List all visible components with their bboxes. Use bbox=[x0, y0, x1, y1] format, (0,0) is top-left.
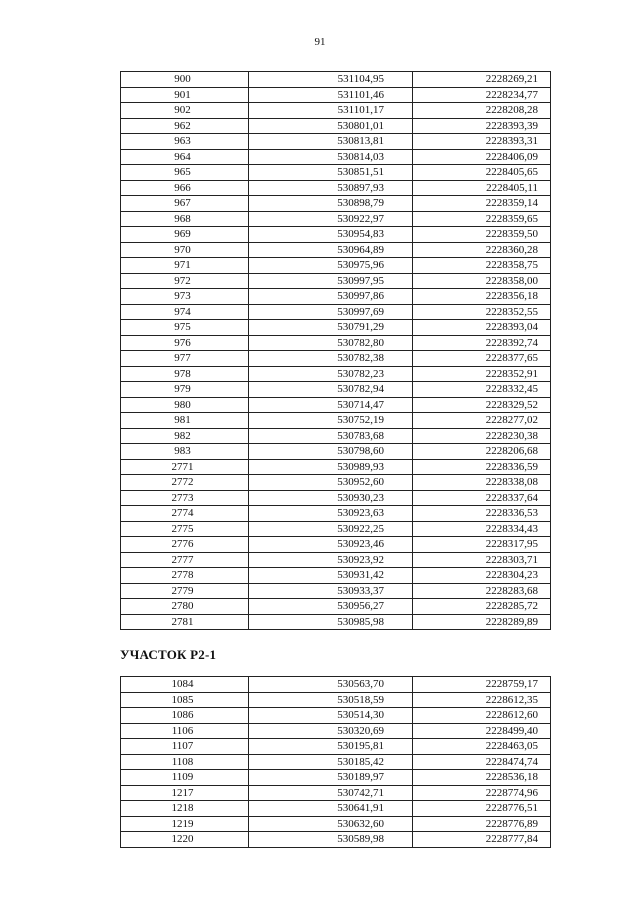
table-row bbox=[121, 537, 551, 553]
y-coordinate-cell: 2228283,68 bbox=[413, 583, 551, 599]
x-coordinate-cell: 530985,98 bbox=[249, 614, 413, 630]
table-row bbox=[121, 87, 551, 103]
table-row bbox=[121, 677, 551, 693]
y-coordinate-cell: 2228269,21 bbox=[413, 72, 551, 88]
x-coordinate-cell: 530813,81 bbox=[249, 134, 413, 150]
y-coordinate-cell: 2228612,35 bbox=[413, 692, 551, 708]
x-coordinate-cell: 530851,51 bbox=[249, 165, 413, 181]
y-coordinate-cell: 2228352,91 bbox=[413, 366, 551, 382]
y-coordinate-cell: 2228474,74 bbox=[413, 754, 551, 770]
x-coordinate-cell: 530997,95 bbox=[249, 273, 413, 289]
x-coordinate-cell: 530782,38 bbox=[249, 351, 413, 367]
point-number-cell: 1220 bbox=[121, 832, 249, 848]
y-coordinate-cell: 2228208,28 bbox=[413, 103, 551, 119]
point-number-cell: 2781 bbox=[121, 614, 249, 630]
point-number-cell: 981 bbox=[121, 413, 249, 429]
table-row bbox=[121, 335, 551, 351]
x-coordinate-cell: 530742,71 bbox=[249, 785, 413, 801]
table-row bbox=[121, 304, 551, 320]
table-row bbox=[121, 708, 551, 724]
point-number-cell: 971 bbox=[121, 258, 249, 274]
y-coordinate-cell: 2228536,18 bbox=[413, 770, 551, 786]
point-number-cell: 2779 bbox=[121, 583, 249, 599]
point-number-cell: 1106 bbox=[121, 723, 249, 739]
y-coordinate-cell: 2228303,71 bbox=[413, 552, 551, 568]
point-number-cell: 1109 bbox=[121, 770, 249, 786]
point-number-cell: 980 bbox=[121, 397, 249, 413]
y-coordinate-cell: 2228406,09 bbox=[413, 149, 551, 165]
x-coordinate-cell: 530930,23 bbox=[249, 490, 413, 506]
x-coordinate-cell: 530923,46 bbox=[249, 537, 413, 553]
x-coordinate-cell: 530320,69 bbox=[249, 723, 413, 739]
x-coordinate-cell: 530997,69 bbox=[249, 304, 413, 320]
point-number-cell: 972 bbox=[121, 273, 249, 289]
table-row bbox=[121, 258, 551, 274]
y-coordinate-cell: 2228234,77 bbox=[413, 87, 551, 103]
y-coordinate-cell: 2228776,51 bbox=[413, 801, 551, 817]
x-coordinate-cell: 530898,79 bbox=[249, 196, 413, 212]
point-number-cell: 1084 bbox=[121, 677, 249, 693]
y-coordinate-cell: 2228359,50 bbox=[413, 227, 551, 243]
point-number-cell: 2780 bbox=[121, 599, 249, 615]
point-number-cell: 902 bbox=[121, 103, 249, 119]
point-number-cell: 1218 bbox=[121, 801, 249, 817]
x-coordinate-cell: 530195,81 bbox=[249, 739, 413, 755]
point-number-cell: 974 bbox=[121, 304, 249, 320]
point-number-cell: 965 bbox=[121, 165, 249, 181]
table-row bbox=[121, 816, 551, 832]
y-coordinate-cell: 2228774,96 bbox=[413, 785, 551, 801]
table-row bbox=[121, 382, 551, 398]
table-row bbox=[121, 490, 551, 506]
y-coordinate-cell: 2228612,60 bbox=[413, 708, 551, 724]
x-coordinate-cell: 530563,70 bbox=[249, 677, 413, 693]
table-row bbox=[121, 614, 551, 630]
y-coordinate-cell: 2228285,72 bbox=[413, 599, 551, 615]
point-number-cell: 982 bbox=[121, 428, 249, 444]
point-number-cell: 901 bbox=[121, 87, 249, 103]
point-number-cell: 1108 bbox=[121, 754, 249, 770]
point-number-cell: 983 bbox=[121, 444, 249, 460]
table-row bbox=[121, 428, 551, 444]
x-coordinate-cell: 530954,83 bbox=[249, 227, 413, 243]
point-number-cell: 900 bbox=[121, 72, 249, 88]
x-coordinate-cell: 530952,60 bbox=[249, 475, 413, 491]
y-coordinate-cell: 2228317,95 bbox=[413, 537, 551, 553]
point-number-cell: 975 bbox=[121, 320, 249, 336]
y-coordinate-cell: 2228463,05 bbox=[413, 739, 551, 755]
y-coordinate-cell: 2228405,65 bbox=[413, 165, 551, 181]
table-row bbox=[121, 521, 551, 537]
point-number-cell: 1085 bbox=[121, 692, 249, 708]
y-coordinate-cell: 2228405,11 bbox=[413, 180, 551, 196]
table-row bbox=[121, 413, 551, 429]
x-coordinate-cell: 530782,80 bbox=[249, 335, 413, 351]
y-coordinate-cell: 2228499,40 bbox=[413, 723, 551, 739]
y-coordinate-cell: 2228358,75 bbox=[413, 258, 551, 274]
x-coordinate-cell: 530798,60 bbox=[249, 444, 413, 460]
point-number-cell: 979 bbox=[121, 382, 249, 398]
table-row bbox=[121, 320, 551, 336]
coordinates-table-1 bbox=[120, 71, 551, 630]
x-coordinate-cell: 530514,30 bbox=[249, 708, 413, 724]
table-row bbox=[121, 444, 551, 460]
table-row bbox=[121, 739, 551, 755]
point-number-cell: 973 bbox=[121, 289, 249, 305]
x-coordinate-cell: 530997,86 bbox=[249, 289, 413, 305]
point-number-cell: 964 bbox=[121, 149, 249, 165]
point-number-cell: 1107 bbox=[121, 739, 249, 755]
table-row bbox=[121, 754, 551, 770]
y-coordinate-cell: 2228337,64 bbox=[413, 490, 551, 506]
table-row bbox=[121, 397, 551, 413]
x-coordinate-cell: 530814,03 bbox=[249, 149, 413, 165]
y-coordinate-cell: 2228360,28 bbox=[413, 242, 551, 258]
table-row bbox=[121, 583, 551, 599]
table-row bbox=[121, 785, 551, 801]
x-coordinate-cell: 530782,23 bbox=[249, 366, 413, 382]
table-row bbox=[121, 273, 551, 289]
coordinates-table-2-body bbox=[121, 677, 551, 848]
point-number-cell: 1219 bbox=[121, 816, 249, 832]
point-number-cell: 978 bbox=[121, 366, 249, 382]
y-coordinate-cell: 2228393,04 bbox=[413, 320, 551, 336]
y-coordinate-cell: 2228356,18 bbox=[413, 289, 551, 305]
table-row bbox=[121, 801, 551, 817]
point-number-cell: 967 bbox=[121, 196, 249, 212]
point-number-cell: 970 bbox=[121, 242, 249, 258]
y-coordinate-cell: 2228393,39 bbox=[413, 118, 551, 134]
x-coordinate-cell: 530931,42 bbox=[249, 568, 413, 584]
table-row bbox=[121, 196, 551, 212]
x-coordinate-cell: 530922,97 bbox=[249, 211, 413, 227]
x-coordinate-cell: 530956,27 bbox=[249, 599, 413, 615]
x-coordinate-cell: 530752,19 bbox=[249, 413, 413, 429]
x-coordinate-cell: 530518,59 bbox=[249, 692, 413, 708]
y-coordinate-cell: 2228332,45 bbox=[413, 382, 551, 398]
point-number-cell: 2771 bbox=[121, 459, 249, 475]
point-number-cell: 2778 bbox=[121, 568, 249, 584]
page-number: 91 bbox=[314, 36, 326, 48]
table-row bbox=[121, 599, 551, 615]
table-row bbox=[121, 72, 551, 88]
y-coordinate-cell: 2228352,55 bbox=[413, 304, 551, 320]
y-coordinate-cell: 2228392,74 bbox=[413, 335, 551, 351]
x-coordinate-cell: 530641,91 bbox=[249, 801, 413, 817]
table-row bbox=[121, 770, 551, 786]
x-coordinate-cell: 530923,92 bbox=[249, 552, 413, 568]
x-coordinate-cell: 530632,60 bbox=[249, 816, 413, 832]
point-number-cell: 977 bbox=[121, 351, 249, 367]
table-row bbox=[121, 180, 551, 196]
x-coordinate-cell: 530897,93 bbox=[249, 180, 413, 196]
point-number-cell: 976 bbox=[121, 335, 249, 351]
x-coordinate-cell: 530989,93 bbox=[249, 459, 413, 475]
x-coordinate-cell: 530783,68 bbox=[249, 428, 413, 444]
point-number-cell: 963 bbox=[121, 134, 249, 150]
x-coordinate-cell: 531101,17 bbox=[249, 103, 413, 119]
y-coordinate-cell: 2228277,02 bbox=[413, 413, 551, 429]
table-row bbox=[121, 692, 551, 708]
y-coordinate-cell: 2228304,23 bbox=[413, 568, 551, 584]
point-number-cell: 2772 bbox=[121, 475, 249, 491]
table-row bbox=[121, 118, 551, 134]
point-number-cell: 962 bbox=[121, 118, 249, 134]
x-coordinate-cell: 530185,42 bbox=[249, 754, 413, 770]
table-row bbox=[121, 475, 551, 491]
y-coordinate-cell: 2228336,53 bbox=[413, 506, 551, 522]
table-row bbox=[121, 103, 551, 119]
x-coordinate-cell: 530923,63 bbox=[249, 506, 413, 522]
x-coordinate-cell: 530801,01 bbox=[249, 118, 413, 134]
x-coordinate-cell: 531101,46 bbox=[249, 87, 413, 103]
y-coordinate-cell: 2228230,38 bbox=[413, 428, 551, 444]
point-number-cell: 1217 bbox=[121, 785, 249, 801]
section-heading: УЧАСТОК Р2-1 bbox=[120, 647, 217, 662]
table-row bbox=[121, 211, 551, 227]
y-coordinate-cell: 2228334,43 bbox=[413, 521, 551, 537]
point-number-cell: 2773 bbox=[121, 490, 249, 506]
table-row bbox=[121, 459, 551, 475]
table-row bbox=[121, 242, 551, 258]
y-coordinate-cell: 2228759,17 bbox=[413, 677, 551, 693]
table-row bbox=[121, 351, 551, 367]
x-coordinate-cell: 530964,89 bbox=[249, 242, 413, 258]
x-coordinate-cell: 530189,97 bbox=[249, 770, 413, 786]
y-coordinate-cell: 2228289,89 bbox=[413, 614, 551, 630]
y-coordinate-cell: 2228329,52 bbox=[413, 397, 551, 413]
point-number-cell: 2776 bbox=[121, 537, 249, 553]
x-coordinate-cell: 530975,96 bbox=[249, 258, 413, 274]
point-number-cell: 969 bbox=[121, 227, 249, 243]
y-coordinate-cell: 2228206,68 bbox=[413, 444, 551, 460]
coordinates-table-2 bbox=[120, 676, 551, 848]
point-number-cell: 1086 bbox=[121, 708, 249, 724]
table-row bbox=[121, 723, 551, 739]
point-number-cell: 2775 bbox=[121, 521, 249, 537]
table-row bbox=[121, 366, 551, 382]
table-row bbox=[121, 568, 551, 584]
x-coordinate-cell: 530922,25 bbox=[249, 521, 413, 537]
table-row bbox=[121, 165, 551, 181]
y-coordinate-cell: 2228336,59 bbox=[413, 459, 551, 475]
x-coordinate-cell: 530933,37 bbox=[249, 583, 413, 599]
table-row bbox=[121, 289, 551, 305]
y-coordinate-cell: 2228358,00 bbox=[413, 273, 551, 289]
x-coordinate-cell: 530589,98 bbox=[249, 832, 413, 848]
table-row bbox=[121, 552, 551, 568]
coordinates-table-1-body bbox=[121, 72, 551, 630]
y-coordinate-cell: 2228338,08 bbox=[413, 475, 551, 491]
point-number-cell: 2774 bbox=[121, 506, 249, 522]
x-coordinate-cell: 531104,95 bbox=[249, 72, 413, 88]
y-coordinate-cell: 2228377,65 bbox=[413, 351, 551, 367]
point-number-cell: 968 bbox=[121, 211, 249, 227]
y-coordinate-cell: 2228393,31 bbox=[413, 134, 551, 150]
y-coordinate-cell: 2228359,14 bbox=[413, 196, 551, 212]
table-row bbox=[121, 506, 551, 522]
x-coordinate-cell: 530714,47 bbox=[249, 397, 413, 413]
table-row bbox=[121, 134, 551, 150]
point-number-cell: 966 bbox=[121, 180, 249, 196]
x-coordinate-cell: 530791,29 bbox=[249, 320, 413, 336]
y-coordinate-cell: 2228359,65 bbox=[413, 211, 551, 227]
point-number-cell: 2777 bbox=[121, 552, 249, 568]
table-row bbox=[121, 227, 551, 243]
x-coordinate-cell: 530782,94 bbox=[249, 382, 413, 398]
table-row bbox=[121, 832, 551, 848]
table-row bbox=[121, 149, 551, 165]
y-coordinate-cell: 2228777,84 bbox=[413, 832, 551, 848]
y-coordinate-cell: 2228776,89 bbox=[413, 816, 551, 832]
